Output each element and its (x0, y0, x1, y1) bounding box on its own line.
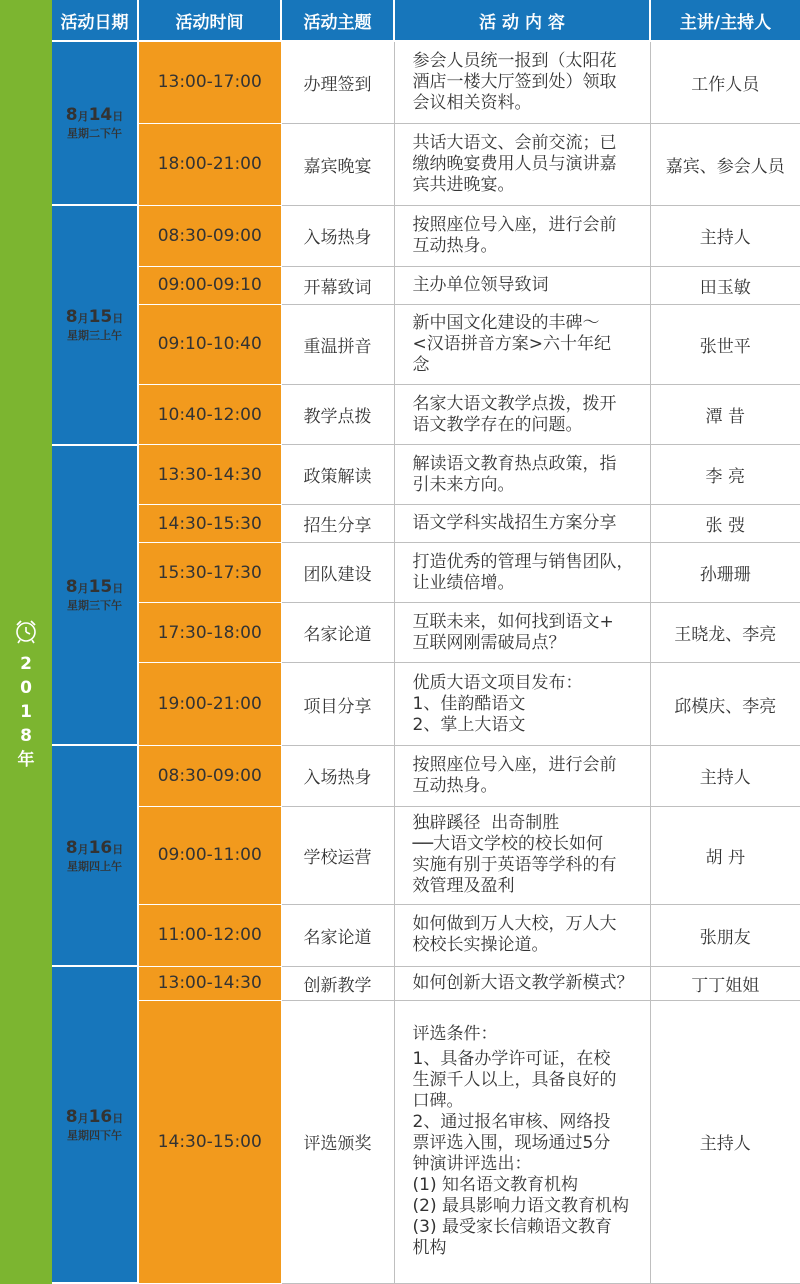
content-line: (2) 最具影响力语文教育机构 (412, 1196, 629, 1217)
table-row (52, 505, 800, 543)
host-cell: 潭 昔 (650, 385, 800, 445)
content-cell (394, 41, 650, 123)
content-line: 钟演讲评选出： (412, 1154, 532, 1175)
time-cell: 14:30-15:00 (138, 1000, 281, 1283)
table-row (52, 745, 800, 806)
content-cell (394, 966, 650, 1000)
host-cell: 主持人 (650, 1000, 800, 1283)
time-cell: 11:00-12:00 (138, 904, 281, 966)
content-line: ──大语文学校的校长如何 (412, 834, 603, 855)
topic-cell: 项目分享 (281, 663, 394, 745)
content-cell (394, 123, 650, 205)
date-weekday: 星期四下午 (67, 1128, 122, 1142)
date-day: 15 (88, 576, 113, 597)
topic-cell: 学校运营 (281, 806, 394, 904)
content-cell (394, 904, 650, 966)
content-line: (3) 最受家长信赖语文教育 (412, 1217, 612, 1238)
content-cell (394, 603, 650, 663)
content-line: 语文学科实战招生方案分享 (412, 513, 617, 534)
content-line: 效管理及盈利 (412, 876, 515, 897)
year-digit: 8 (20, 726, 32, 746)
year-digit: 0 (20, 678, 32, 698)
topic-cell: 重温拼音 (281, 304, 394, 384)
topic-cell: 办理签到 (281, 41, 394, 123)
host-cell: 张 弢 (650, 505, 800, 543)
content-line: 按照座位号入座，进行会前 (412, 214, 617, 235)
host-cell: 工作人员 (650, 41, 800, 123)
date-day-char: 日 (112, 110, 124, 124)
date-month-char: 月 (77, 110, 89, 124)
content-line: 如何做到万人大校，万人大 (412, 914, 617, 935)
content-cell (394, 505, 650, 543)
date-day-char: 日 (112, 1111, 124, 1125)
host-cell: 王晓龙、李亮 (650, 603, 800, 663)
year-digit: 2 (20, 654, 32, 674)
content-line: 独辟蹊径 出奇制胜 (412, 813, 560, 834)
topic-cell: 招生分享 (281, 505, 394, 543)
table-row (52, 205, 800, 266)
content-line: 互联网刚需破局点？ (412, 632, 566, 653)
time-cell: 15:30-17:30 (138, 543, 281, 603)
topic-cell: 名家论道 (281, 904, 394, 966)
content-line: 2、通过报名审核、网络投 (412, 1112, 611, 1133)
topic-cell: 教学点拨 (281, 385, 394, 445)
table-row (52, 663, 800, 745)
time-cell: 09:00-09:10 (138, 266, 281, 304)
topic-cell: 团队建设 (281, 543, 394, 603)
content-line: (1) 知名语文教育机构 (412, 1175, 578, 1196)
content-cell (394, 304, 650, 384)
content-cell (394, 445, 650, 505)
content-line: 实施有别于英语等学科的有 (412, 855, 617, 876)
date-cell (52, 445, 138, 745)
date-text (52, 838, 137, 860)
host-cell: 胡 丹 (650, 806, 800, 904)
time-cell: 14:30-15:30 (138, 505, 281, 543)
host-cell: 张世平 (650, 304, 800, 384)
content-cell (394, 745, 650, 806)
content-line: 名家大语文教学点拨，拨开 (412, 393, 617, 414)
content-line: <汉语拼音方案>六十年纪 (412, 333, 611, 354)
content-line: 票评选入围，现场通过5分 (412, 1133, 611, 1154)
date-day-char: 日 (112, 842, 124, 856)
topic-cell: 创新教学 (281, 966, 394, 1000)
table-row (52, 445, 800, 505)
host-cell: 丁丁姐姐 (650, 966, 800, 1000)
time-cell: 08:30-09:00 (138, 745, 281, 806)
content-line: 解读语文教育热点政策，指 (412, 453, 617, 474)
content-line: 互动热身。 (412, 775, 498, 796)
content-line: 校校长实操论道。 (412, 935, 549, 956)
time-cell: 09:00-11:00 (138, 806, 281, 904)
content-line: 念 (412, 354, 430, 375)
time-cell: 10:40-12:00 (138, 385, 281, 445)
content-line: 按照座位号入座，进行会前 (412, 754, 617, 775)
content-line: 2、掌上大语文 (412, 714, 526, 735)
date-month-char: 月 (77, 1111, 89, 1125)
content-cell (394, 806, 650, 904)
date-month: 8 (65, 837, 78, 858)
date-day-char: 日 (112, 581, 124, 595)
table-row (52, 304, 800, 384)
header-host: 主讲/主持人 (650, 0, 800, 41)
content-line: 共话大语文、会前交流；已 (412, 132, 617, 153)
date-month: 8 (65, 306, 78, 327)
topic-cell: 名家论道 (281, 603, 394, 663)
date-text (52, 307, 137, 329)
time-cell: 09:10-10:40 (138, 304, 281, 384)
host-cell: 主持人 (650, 745, 800, 806)
content-line: 口碑。 (412, 1091, 464, 1112)
date-month: 8 (65, 1106, 78, 1127)
content-line: 语文教学存在的问题。 (412, 414, 583, 435)
date-weekday: 星期三上午 (67, 328, 122, 342)
host-cell: 李 亮 (650, 445, 800, 505)
time-cell: 13:00-14:30 (138, 966, 281, 1000)
date-month-char: 月 (77, 581, 89, 595)
year-digit: 年 (17, 750, 35, 770)
year-label (0, 618, 52, 772)
content-line: 互动热身。 (412, 235, 498, 256)
date-day: 15 (88, 306, 113, 327)
date-day: 16 (88, 1106, 113, 1127)
date-text (52, 577, 137, 599)
date-month: 8 (65, 105, 78, 126)
time-cell: 08:30-09:00 (138, 205, 281, 266)
content-cell (394, 543, 650, 603)
date-cell (52, 966, 138, 1283)
topic-cell: 入场热身 (281, 745, 394, 806)
content-cell (394, 385, 650, 445)
date-weekday: 星期三下午 (67, 598, 122, 612)
date-text (52, 105, 137, 127)
table-row (52, 966, 800, 1000)
table-row (52, 385, 800, 445)
time-cell: 13:30-14:30 (138, 445, 281, 505)
date-cell (52, 205, 138, 444)
content-line: 打造优秀的管理与销售团队， (412, 551, 634, 572)
time-cell: 19:00-21:00 (138, 663, 281, 745)
content-line: 1、佳韵酷语文 (412, 693, 526, 714)
year-sidebar (0, 0, 52, 1284)
date-day-char: 日 (112, 311, 124, 325)
content-cell (394, 266, 650, 304)
content-line: 宾共进晚宴。 (412, 174, 515, 195)
date-cell (52, 745, 138, 966)
date-weekday: 星期二下午 (67, 127, 122, 141)
table-row (52, 123, 800, 205)
date-month-char: 月 (77, 842, 89, 856)
topic-cell: 评选颁奖 (281, 1000, 394, 1283)
content-cell (394, 663, 650, 745)
date-text (52, 1107, 137, 1129)
content-line: 酒店一楼大厅签到处）领取 (412, 71, 617, 92)
header-date: 活动日期 (52, 0, 138, 41)
content-cell (394, 1000, 650, 1283)
time-cell: 18:00-21:00 (138, 123, 281, 205)
table-row (52, 904, 800, 966)
header-topic: 活动主题 (281, 0, 394, 41)
content-line: 生源千人以上，具备良好的 (412, 1070, 617, 1091)
content-line: 引未来方向。 (412, 474, 515, 495)
content-line: 机构 (412, 1238, 447, 1259)
content-line: 参会人员统一报到（太阳花 (412, 50, 617, 71)
table-row (52, 1000, 800, 1283)
content-line: 让业绩倍增。 (412, 572, 515, 593)
date-day: 14 (88, 105, 113, 126)
content-line: 新中国文化建设的丰碑～ (412, 312, 600, 333)
content-line: 评选条件： (412, 1024, 498, 1045)
table-row (52, 603, 800, 663)
content-line: 1、具备办学许可证，在校 (412, 1049, 611, 1070)
content-line: 会议相关资料。 (412, 92, 532, 113)
content-line: 缴纳晚宴费用人员与演讲嘉 (412, 153, 617, 174)
host-cell: 张朋友 (650, 904, 800, 966)
topic-cell: 政策解读 (281, 445, 394, 505)
time-cell: 17:30-18:00 (138, 603, 281, 663)
host-cell: 孙珊珊 (650, 543, 800, 603)
date-day: 16 (88, 837, 113, 858)
table-row (52, 266, 800, 304)
host-cell: 邱模庆、李亮 (650, 663, 800, 745)
topic-cell: 入场热身 (281, 205, 394, 266)
host-cell: 田玉敏 (650, 266, 800, 304)
header-content: 活 动 内 容 (394, 0, 650, 41)
table-row (52, 806, 800, 904)
schedule-table (52, 0, 800, 1284)
host-cell: 主持人 (650, 205, 800, 266)
topic-cell: 开幕致词 (281, 266, 394, 304)
content-line: 优质大语文项目发布： (412, 672, 583, 693)
year-digit: 1 (20, 702, 32, 722)
content-line: 主办单位领导致词 (412, 274, 549, 295)
date-month: 8 (65, 576, 78, 597)
content-line: 互联未来，如何找到语文+ (412, 611, 614, 632)
table-row (52, 543, 800, 603)
header-time: 活动时间 (138, 0, 281, 41)
date-weekday: 星期四上午 (67, 859, 122, 873)
topic-cell: 嘉宾晚宴 (281, 123, 394, 205)
date-cell (52, 41, 138, 205)
content-cell (394, 205, 650, 266)
content-line: 如何创新大语文教学新模式？ (412, 972, 634, 993)
host-cell: 嘉宾、参会人员 (650, 123, 800, 205)
table-header-row (52, 0, 800, 41)
date-month-char: 月 (77, 311, 89, 325)
time-cell: 13:00-17:00 (138, 41, 281, 123)
alarm-clock-icon (13, 618, 39, 644)
table-row (52, 41, 800, 123)
